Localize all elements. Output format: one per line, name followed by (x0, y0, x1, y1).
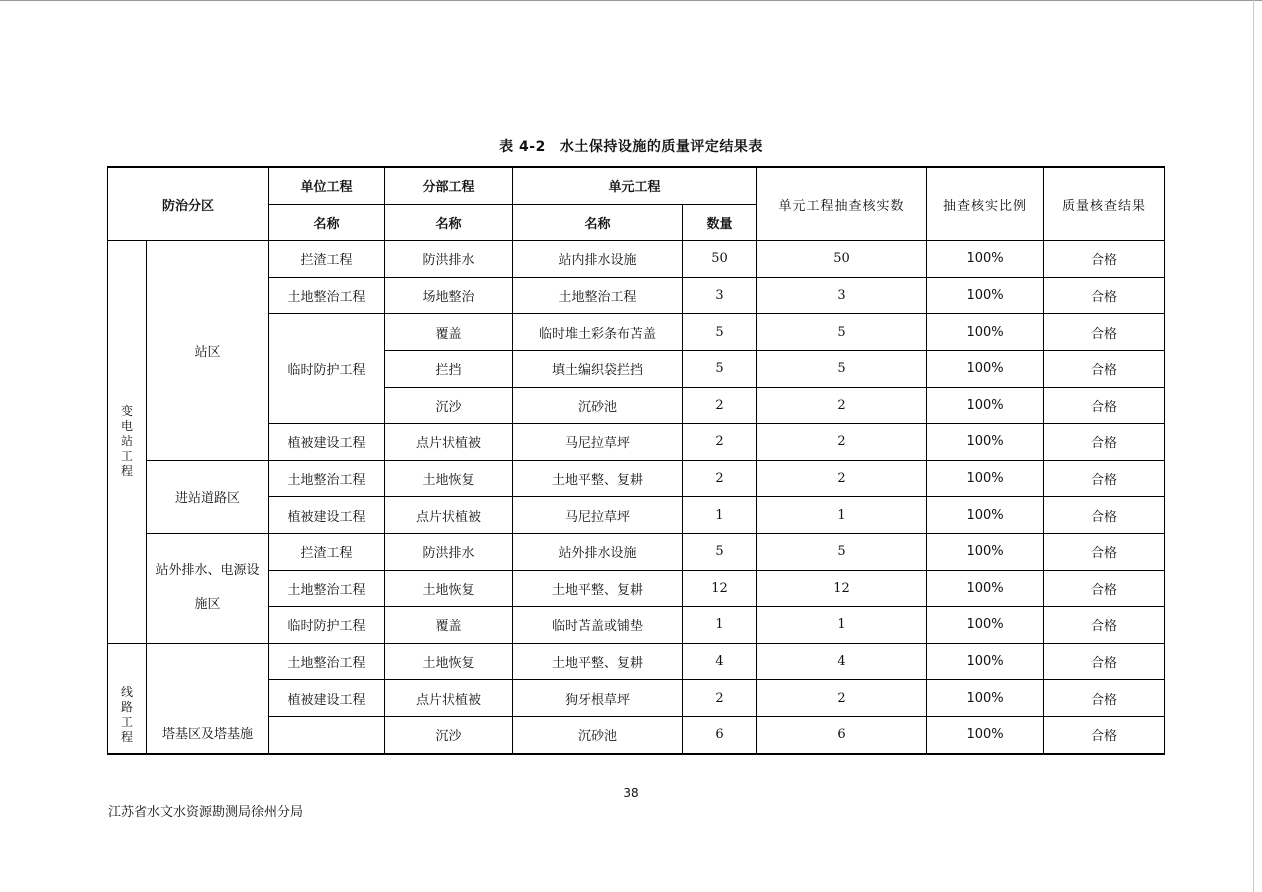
result-cell: 合格 (1044, 607, 1165, 644)
checked-cell: 2 (757, 387, 927, 424)
zone-tower (147, 643, 269, 753)
zone-station: 站区 (147, 241, 269, 461)
group-substation (108, 241, 147, 644)
header-sample-count: 单元工程抽查核实数 (757, 167, 927, 241)
checked-cell: 3 (757, 277, 927, 314)
footer-organization: 江苏省水文水资源勘测局徐州分局 (108, 805, 304, 820)
ratio-cell: 100% (927, 350, 1044, 387)
element-cell: 马尼拉草坪 (513, 497, 683, 534)
zone-outside (147, 533, 269, 643)
unit-cell: 植被建设工程 (269, 424, 385, 461)
table-caption (0, 136, 1262, 156)
result-cell: 合格 (1044, 424, 1165, 461)
header-sub-project: 分部工程 (385, 167, 513, 204)
sub-cell: 沉沙 (385, 716, 513, 753)
element-cell: 土地整治工程 (513, 277, 683, 314)
ratio-cell: 100% (927, 241, 1044, 278)
count-cell: 6 (683, 716, 757, 753)
table-row (108, 460, 1165, 497)
table-row (108, 533, 1165, 570)
checked-cell: 50 (757, 241, 927, 278)
result-cell: 合格 (1044, 570, 1165, 607)
result-cell: 合格 (1044, 497, 1165, 534)
count-cell: 5 (683, 350, 757, 387)
element-cell: 站外排水设施 (513, 533, 683, 570)
checked-cell: 5 (757, 314, 927, 351)
header-element-count: 数量 (683, 204, 757, 241)
element-cell: 土地平整、复耕 (513, 460, 683, 497)
checked-cell: 2 (757, 424, 927, 461)
group-line (108, 643, 147, 753)
checked-cell: 1 (757, 497, 927, 534)
result-cell: 合格 (1044, 350, 1165, 387)
sub-cell: 点片状植被 (385, 680, 513, 717)
element-cell: 土地平整、复耕 (513, 570, 683, 607)
header-zone: 防治分区 (108, 167, 269, 241)
ratio-cell: 100% (927, 460, 1044, 497)
count-cell: 2 (683, 387, 757, 424)
sub-cell: 土地恢复 (385, 460, 513, 497)
element-cell: 临时堆土彩条布苫盖 (513, 314, 683, 351)
ratio-cell: 100% (927, 387, 1044, 424)
element-cell: 临时苫盖或铺垫 (513, 607, 683, 644)
count-cell: 5 (683, 533, 757, 570)
checked-cell: 2 (757, 460, 927, 497)
sub-cell: 点片状植被 (385, 497, 513, 534)
unit-cell: 土地整治工程 (269, 460, 385, 497)
count-cell: 2 (683, 460, 757, 497)
page-number: 38 (623, 786, 639, 800)
table-title: 水土保持设施的质量评定结果表 (559, 139, 763, 155)
unit-cell: 土地整治工程 (269, 570, 385, 607)
count-cell: 5 (683, 314, 757, 351)
table-row (108, 643, 1165, 680)
sub-cell: 场地整治 (385, 277, 513, 314)
sub-cell: 覆盖 (385, 607, 513, 644)
ratio-cell: 100% (927, 716, 1044, 753)
sub-cell: 拦挡 (385, 350, 513, 387)
header-sample-ratio: 抽查核实比例 (927, 167, 1044, 241)
unit-cell: 土地整治工程 (269, 277, 385, 314)
checked-cell: 12 (757, 570, 927, 607)
top-rule (0, 0, 1262, 1)
ratio-cell: 100% (927, 680, 1044, 717)
result-cell: 合格 (1044, 387, 1165, 424)
zone-outside-label: 站外排水、电源设施区 (155, 563, 260, 613)
checked-cell: 2 (757, 680, 927, 717)
header-element-project: 单元工程 (513, 167, 757, 204)
zone-access-road: 进站道路区 (147, 460, 269, 533)
result-cell: 合格 (1044, 716, 1165, 753)
element-cell: 沉砂池 (513, 387, 683, 424)
sub-cell: 沉沙 (385, 387, 513, 424)
result-cell: 合格 (1044, 241, 1165, 278)
sub-cell: 土地恢复 (385, 570, 513, 607)
count-cell: 2 (683, 424, 757, 461)
result-cell: 合格 (1044, 643, 1165, 680)
unit-cell: 拦渣工程 (269, 533, 385, 570)
group-label: 线路工程 (120, 684, 133, 744)
count-cell: 2 (683, 680, 757, 717)
result-cell: 合格 (1044, 680, 1165, 717)
count-cell: 4 (683, 643, 757, 680)
element-cell: 填土编织袋拦挡 (513, 350, 683, 387)
group-label: 变电站工程 (120, 404, 133, 479)
header-result: 质量核查结果 (1044, 167, 1165, 241)
count-cell: 12 (683, 570, 757, 607)
element-cell: 狗牙根草坪 (513, 680, 683, 717)
sub-cell: 防洪排水 (385, 241, 513, 278)
header-sub-name: 名称 (385, 204, 513, 241)
sub-cell: 点片状植被 (385, 424, 513, 461)
count-cell: 3 (683, 277, 757, 314)
zone-tower-label: 塔基区及塔基施 (162, 726, 254, 742)
table-row (108, 241, 1165, 278)
element-cell: 马尼拉草坪 (513, 424, 683, 461)
ratio-cell: 100% (927, 497, 1044, 534)
element-cell: 站内排水设施 (513, 241, 683, 278)
header-unit-name: 名称 (269, 204, 385, 241)
count-cell: 1 (683, 607, 757, 644)
checked-cell: 1 (757, 607, 927, 644)
ratio-cell: 100% (927, 424, 1044, 461)
header-row-1 (108, 167, 1165, 204)
element-cell: 沉砂池 (513, 716, 683, 753)
ratio-cell: 100% (927, 570, 1044, 607)
ratio-cell: 100% (927, 314, 1044, 351)
result-cell: 合格 (1044, 460, 1165, 497)
header-unit-project: 单位工程 (269, 167, 385, 204)
header-element-name: 名称 (513, 204, 683, 241)
count-cell: 1 (683, 497, 757, 534)
unit-cell: 土地整治工程 (269, 643, 385, 680)
unit-cell (269, 716, 385, 753)
unit-cell: 植被建设工程 (269, 497, 385, 534)
right-rule (1253, 0, 1254, 892)
unit-cell: 植被建设工程 (269, 680, 385, 717)
sub-cell: 覆盖 (385, 314, 513, 351)
sub-cell: 土地恢复 (385, 643, 513, 680)
count-cell: 50 (683, 241, 757, 278)
result-cell: 合格 (1044, 277, 1165, 314)
ratio-cell: 100% (927, 533, 1044, 570)
checked-cell: 6 (757, 716, 927, 753)
unit-cell: 临时防护工程 (269, 314, 385, 424)
ratio-cell: 100% (927, 277, 1044, 314)
quality-assessment-table (107, 166, 1165, 755)
ratio-cell: 100% (927, 643, 1044, 680)
element-cell: 土地平整、复耕 (513, 643, 683, 680)
checked-cell: 5 (757, 350, 927, 387)
checked-cell: 5 (757, 533, 927, 570)
result-cell: 合格 (1044, 314, 1165, 351)
checked-cell: 4 (757, 643, 927, 680)
ratio-cell: 100% (927, 607, 1044, 644)
unit-cell: 拦渣工程 (269, 241, 385, 278)
sub-cell: 防洪排水 (385, 533, 513, 570)
table-number: 表 4-2 (499, 139, 546, 155)
result-cell: 合格 (1044, 533, 1165, 570)
unit-cell: 临时防护工程 (269, 607, 385, 644)
